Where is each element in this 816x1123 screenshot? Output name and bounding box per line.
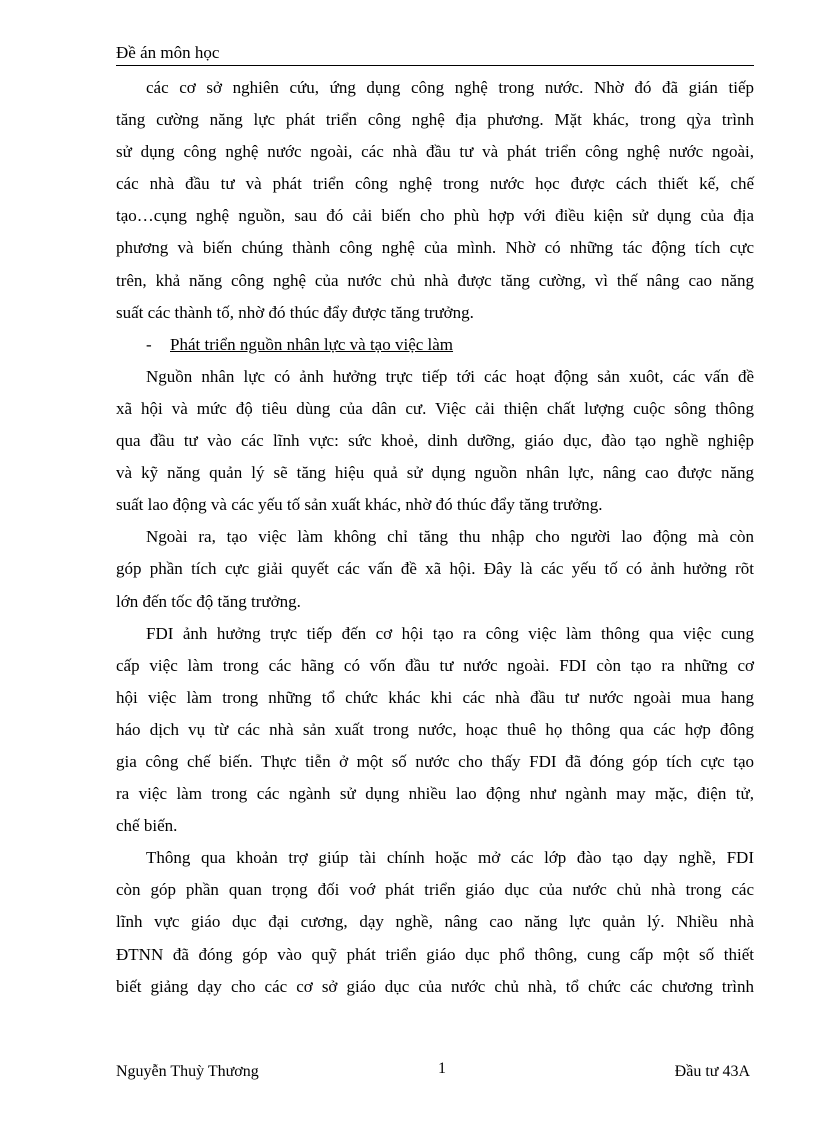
text-line: sử dụng công nghệ nước ngoài, các nhà đầu tư và phát triển công nghệ nước ngoài,	[116, 142, 754, 162]
text-line: trên, khả năng công nghệ của nước chủ nhà được tăng cường, vì thế nâng cao năng	[116, 270, 754, 290]
text-line: Ngoài ra, tạo việc làm không chỉ tăng thu nhập cho người lao động mà còn	[146, 527, 754, 547]
text-line: Thông qua khoản trợ giúp tài chính hoặc mở các lớp đào tạo dạy nghề, FDI	[146, 848, 754, 868]
section-heading-line	[116, 329, 754, 361]
text-line: và kỹ năng quản lý sẽ tăng hiệu quả sử dụng nguồn nhân lực, nâng cao được năng	[116, 463, 754, 483]
document-body	[116, 72, 754, 1003]
text-line: chế biến.	[116, 816, 178, 836]
dash-bullet: -	[146, 334, 152, 354]
text-line: góp phần tích cực giải quyết các vấn đề xã hội. Đây là các yếu tố có ảnh hưởng rõt	[116, 559, 754, 579]
footer-course: Đầu tư 43A	[674, 1063, 750, 1080]
page-header	[116, 42, 754, 66]
text-line: qua đầu tư vào các lĩnh vực: sức khoẻ, dinh dưỡng, giáo dục, đào tạo nghề nghiệp	[116, 431, 754, 451]
document-title: Đề án môn học	[116, 43, 220, 62]
text-line: lĩnh vực giáo dục đại cương, dạy nghề, nâng cao năng lực quản lý. Nhiều nhà	[116, 912, 754, 932]
text-line: hội việc làm trong những tổ chức khác khi các nhà đầu tư nước ngoài mua hang	[116, 687, 754, 707]
page-number: 1	[438, 1060, 446, 1077]
text-line: biết giảng dạy cho các cơ sở giáo dục của nước chủ nhà, tổ chức các chương trình	[116, 976, 754, 996]
text-line: gia công chế biến. Thực tiễn ở một số nước cho thấy FDI đã đóng góp tích cực tạo	[116, 751, 754, 771]
text-line: phương và biến chúng thành công nghệ của mình. Nhờ có những tác động tích cực	[116, 238, 754, 258]
text-line: tăng cường năng lực phát triển công nghệ địa phương. Mặt khác, trong qỳa trình	[116, 110, 754, 130]
section-heading: Phát triển nguồn nhân lực và tạo việc làm	[170, 334, 454, 354]
text-line: suất các thành tố, nhờ đó thúc đẩy được tăng trưởng.	[116, 302, 474, 322]
text-line: xã hội và mức độ tiêu dùng của dân cư. Việc cải thiện chất lượng cuộc sông thông	[116, 398, 754, 418]
text-line: các cơ sở nghiên cứu, ứng dụng công nghệ trong nước. Nhờ đó đã gián tiếp	[146, 78, 754, 97]
page-footer	[116, 1062, 754, 1082]
text-line: còn góp phần quan trọng đối voớ phát triển giáo dục của nước chủ nhà trong các	[116, 880, 754, 900]
text-line: lớn đến tốc độ tăng trưởng.	[116, 591, 301, 611]
text-line: suất lao động và các yếu tố sản xuất khác, nhờ đó thúc đẩy tăng trưởng.	[116, 495, 603, 515]
text-line: ra việc làm trong các ngành sử dụng nhiều lao động như ngành may mặc, điện tử,	[116, 784, 754, 804]
footer-author: Nguyễn Thuỳ Thương	[116, 1063, 259, 1080]
text-line: các nhà đầu tư và phát triển công nghệ trong nước học được cách thiết kế, chế	[116, 174, 754, 194]
text-line: FDI ảnh hưởng trực tiếp đến cơ hội tạo ra công việc làm thông qua việc cung	[146, 623, 754, 643]
text-line: Nguồn nhân lực có ảnh hưởng trực tiếp tới các hoạt động sản xuôt, các vấn đề	[146, 366, 754, 386]
text-line: cấp việc làm trong các hãng có vốn đầu tư nước ngoài. FDI còn tạo ra những cơ	[116, 655, 754, 675]
text-line: tạo…cụng nghệ nguồn, sau đó cải biến cho phù hợp với điều kiện sử dụng của địa	[116, 206, 754, 226]
text-line: ĐTNN đã đóng góp vào quỹ phát triển giáo dục phổ thông, cung cấp một số thiết	[116, 944, 754, 964]
text-line: háo dịch vụ từ các nhà sản xuất trong nước, hoạc thuê họ thông qua các hợp đông	[116, 719, 754, 739]
